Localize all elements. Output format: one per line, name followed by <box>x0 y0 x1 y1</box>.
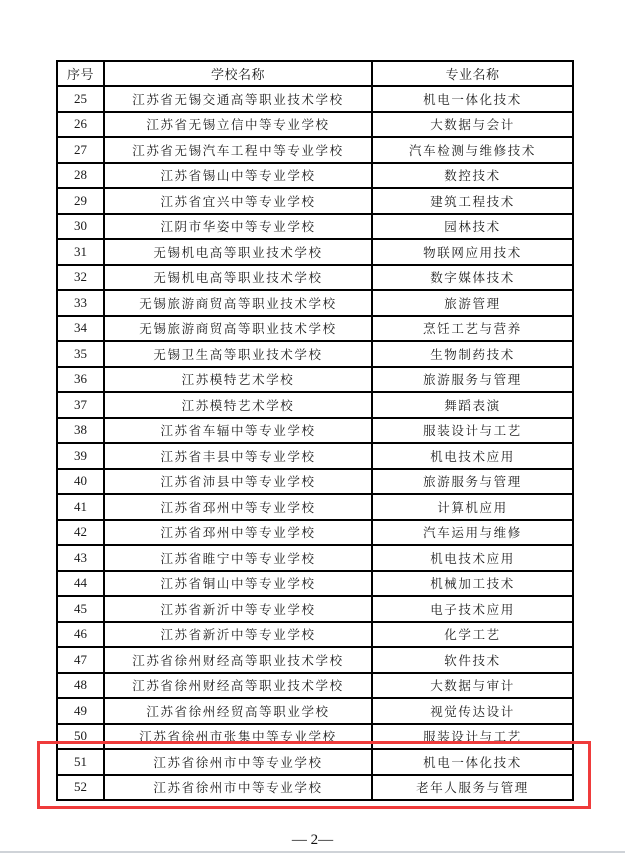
school-name: 江苏省徐州市中等专业学校 <box>104 749 372 775</box>
row-number: 42 <box>57 520 104 546</box>
major-name: 大数据与会计 <box>372 112 573 138</box>
school-name: 江苏省铜山中等专业学校 <box>104 571 372 597</box>
row-number: 33 <box>57 290 104 316</box>
row-number: 48 <box>57 673 104 699</box>
table-row <box>57 265 573 291</box>
table-row-highlighted <box>57 749 573 775</box>
school-name: 江苏省锡山中等专业学校 <box>104 163 372 189</box>
row-number: 43 <box>57 545 104 571</box>
row-number: 34 <box>57 316 104 342</box>
table-row <box>57 86 573 112</box>
school-name: 无锡机电高等职业技术学校 <box>104 239 372 265</box>
table-row <box>57 596 573 622</box>
school-name: 江苏省无锡交通高等职业技术学校 <box>104 86 372 112</box>
row-number: 45 <box>57 596 104 622</box>
table-row <box>57 188 573 214</box>
table-row <box>57 137 573 163</box>
major-name: 旅游服务与管理 <box>372 367 573 393</box>
row-number: 52 <box>57 775 104 801</box>
row-number: 40 <box>57 469 104 495</box>
major-name: 机电一体化技术 <box>372 86 573 112</box>
table-row <box>57 545 573 571</box>
row-number: 44 <box>57 571 104 597</box>
table-row <box>57 698 573 724</box>
school-name: 无锡机电高等职业技术学校 <box>104 265 372 291</box>
table-header-row <box>57 61 573 86</box>
school-name: 江苏省邳州中等专业学校 <box>104 520 372 546</box>
school-name: 江苏省新沂中等专业学校 <box>104 596 372 622</box>
major-name: 服装设计与工艺 <box>372 724 573 750</box>
table-row <box>57 290 573 316</box>
major-name: 计算机应用 <box>372 494 573 520</box>
table-row <box>57 520 573 546</box>
row-number: 35 <box>57 341 104 367</box>
school-name: 无锡旅游商贸高等职业技术学校 <box>104 290 372 316</box>
major-name: 旅游服务与管理 <box>372 469 573 495</box>
table-row <box>57 673 573 699</box>
major-name: 汽车检测与维修技术 <box>372 137 573 163</box>
school-name: 江苏省徐州财经高等职业技术学校 <box>104 673 372 699</box>
header-school-name: 学校名称 <box>104 61 372 86</box>
table-row <box>57 418 573 444</box>
major-name: 化学工艺 <box>372 622 573 648</box>
table-row <box>57 647 573 673</box>
row-number: 30 <box>57 214 104 240</box>
major-name: 旅游管理 <box>372 290 573 316</box>
table-row <box>57 443 573 469</box>
row-number: 28 <box>57 163 104 189</box>
major-name: 视觉传达设计 <box>372 698 573 724</box>
table-row <box>57 367 573 393</box>
school-name: 江苏省车辐中等专业学校 <box>104 418 372 444</box>
major-name: 生物制药技术 <box>372 341 573 367</box>
table-row <box>57 214 573 240</box>
major-name: 机械加工技术 <box>372 571 573 597</box>
table-row <box>57 469 573 495</box>
header-number: 序号 <box>57 61 104 86</box>
header-major-name: 专业名称 <box>372 61 573 86</box>
table-row <box>57 622 573 648</box>
row-number: 47 <box>57 647 104 673</box>
row-number: 29 <box>57 188 104 214</box>
row-number: 26 <box>57 112 104 138</box>
row-number: 25 <box>57 86 104 112</box>
school-name: 江苏省徐州市中等专业学校 <box>104 775 372 801</box>
page-number: — 2— <box>291 832 334 848</box>
major-name: 机电一体化技术 <box>372 749 573 775</box>
row-number: 32 <box>57 265 104 291</box>
row-number: 49 <box>57 698 104 724</box>
major-name: 舞蹈表演 <box>372 392 573 418</box>
row-number: 27 <box>57 137 104 163</box>
row-number: 31 <box>57 239 104 265</box>
school-name: 江苏模特艺术学校 <box>104 367 372 393</box>
major-name: 数字媒体技术 <box>372 265 573 291</box>
school-name: 江苏省丰县中等专业学校 <box>104 443 372 469</box>
row-number: 51 <box>57 749 104 775</box>
school-name: 无锡卫生高等职业技术学校 <box>104 341 372 367</box>
major-name: 汽车运用与维修 <box>372 520 573 546</box>
row-number: 38 <box>57 418 104 444</box>
major-name: 数控技术 <box>372 163 573 189</box>
major-name: 园林技术 <box>372 214 573 240</box>
school-name: 江苏省徐州财经高等职业技术学校 <box>104 647 372 673</box>
school-name: 江苏省睢宁中等专业学校 <box>104 545 372 571</box>
major-name: 物联网应用技术 <box>372 239 573 265</box>
major-name: 服装设计与工艺 <box>372 418 573 444</box>
table-row <box>57 316 573 342</box>
major-name: 机电技术应用 <box>372 443 573 469</box>
school-name: 无锡旅游商贸高等职业技术学校 <box>104 316 372 342</box>
table-row-highlighted <box>57 775 573 801</box>
row-number: 37 <box>57 392 104 418</box>
school-name: 江苏省徐州经贸高等职业学校 <box>104 698 372 724</box>
school-name: 江苏省邳州中等专业学校 <box>104 494 372 520</box>
table-row <box>57 724 573 750</box>
table-row <box>57 494 573 520</box>
row-number: 41 <box>57 494 104 520</box>
school-major-table <box>56 60 574 801</box>
major-name: 大数据与审计 <box>372 673 573 699</box>
row-number: 36 <box>57 367 104 393</box>
row-number: 50 <box>57 724 104 750</box>
major-name: 电子技术应用 <box>372 596 573 622</box>
row-number: 39 <box>57 443 104 469</box>
school-name: 江苏省新沂中等专业学校 <box>104 622 372 648</box>
school-name: 江阴市华姿中等专业学校 <box>104 214 372 240</box>
table-row <box>57 112 573 138</box>
table-row <box>57 239 573 265</box>
major-name: 建筑工程技术 <box>372 188 573 214</box>
row-number: 46 <box>57 622 104 648</box>
major-name: 烹饪工艺与营养 <box>372 316 573 342</box>
table-row <box>57 341 573 367</box>
school-name: 江苏省无锡汽车工程中等专业学校 <box>104 137 372 163</box>
school-name: 江苏模特艺术学校 <box>104 392 372 418</box>
school-name: 江苏省无锡立信中等专业学校 <box>104 112 372 138</box>
table-row <box>57 163 573 189</box>
table-row <box>57 392 573 418</box>
school-name: 江苏省沛县中等专业学校 <box>104 469 372 495</box>
table-row <box>57 571 573 597</box>
school-name: 江苏省宜兴中等专业学校 <box>104 188 372 214</box>
major-name: 老年人服务与管理 <box>372 775 573 801</box>
major-name: 机电技术应用 <box>372 545 573 571</box>
school-name: 江苏省徐州市张集中等专业学校 <box>104 724 372 750</box>
major-name: 软件技术 <box>372 647 573 673</box>
